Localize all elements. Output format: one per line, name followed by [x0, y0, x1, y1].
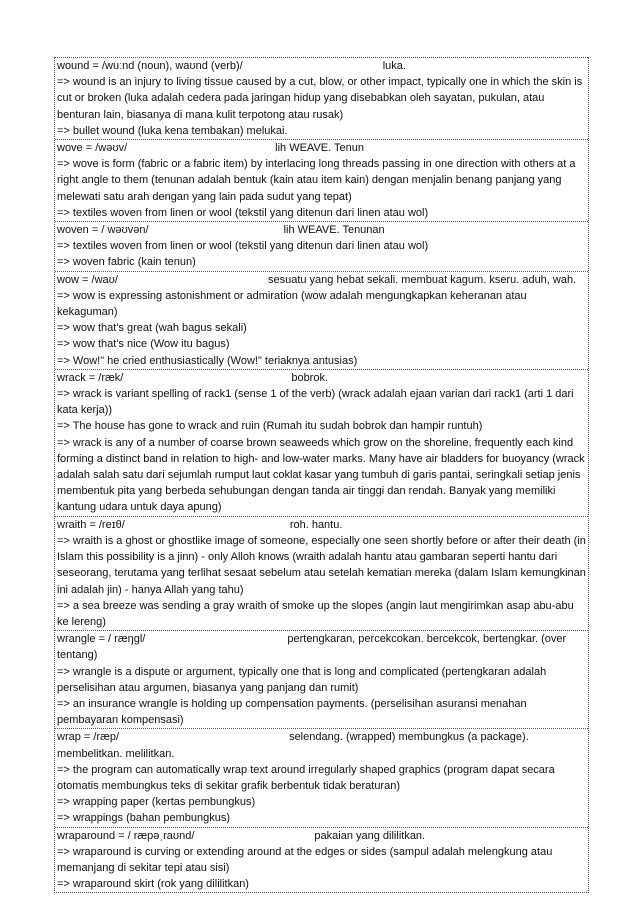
entry-headline: [57, 828, 586, 844]
example-line: => wow that's nice (Wow itu bagus): [57, 338, 230, 351]
headword-pronunciation: wow = /waʊ/: [57, 273, 118, 286]
entry-wow: [55, 271, 588, 369]
entry-wound: [55, 57, 588, 139]
entry-headline: [57, 58, 586, 74]
entry-headline: [57, 631, 586, 663]
headword-meaning: bobrok.: [291, 371, 329, 384]
headword-meaning: lih WEAVE. Tenun: [275, 142, 365, 155]
example-line: => textiles woven from linen or wool (tekstil yang ditenun dari linen atau wol): [57, 206, 429, 219]
definition-line: => wove is form (fabric or a fabric item) by interlacing long threads passing in one direction with others at a right angle to them (tenunan adalah bentuk (kain atau item kain) dengan menjalin benang panjang yang melewati satu arah dengan yang lain pada sudut yang tepat): [57, 158, 576, 203]
example-line: => an insurance wrangle is holding up compensation payments. (perselisihan asuransi menahan pembayaran kompensasi): [57, 697, 527, 727]
example-line: => wrappings (bahan pembungkus): [57, 812, 231, 825]
example-line: => wow that's great (wah bagus sekali): [57, 322, 247, 335]
headword-meaning: luka.: [382, 60, 406, 72]
definition-line: => wrack is any of a number of coarse brown seaweeds which grow on the shoreline, frequently each kind forming a distinct band in relation to high- and low-water marks. Many have air bladders for buoyancy (wrack adalah salah satu dari sejumlah rumput laut coklat kasar yang tumbuh di garis pantai, seringkali setiap jenis membentuk pita yang berbeda sehubungan dengan tanda air tinggi dan rendah. Banyak yang memiliki kantung udara untuk daya apung): [57, 436, 585, 514]
example-line: => wrapping paper (kertas pembungkus): [57, 796, 256, 809]
entry-wrack: [55, 369, 588, 516]
headword-meaning: lih WEAVE. Tenunan: [283, 224, 385, 237]
headword-pronunciation: wrack = /ræk/: [57, 371, 124, 384]
headword-pronunciation: wrangle = / ræŋɡl/: [57, 633, 146, 646]
entry-wraith: [55, 516, 588, 630]
example-line: => the program can automatically wrap text around irregularly shaped graphics (program dapat secara otomatis membungkus teks di sekitar grafik berbentuk tidak beraturan): [57, 763, 555, 792]
entry-wrap: [55, 728, 588, 826]
headword-meaning: roh. hantu.: [289, 518, 343, 531]
entry-wraparound: [55, 827, 588, 893]
definition-line: => wrangle is a dispute or argument, typically one that is long and complicated (pertengkaran adalah perselisihan atau argumen, biasanya yang panjang dan rumit): [57, 665, 547, 694]
entry-headline: [57, 272, 586, 288]
example-line: => wraparound skirt (rok yang dililitkan): [57, 878, 249, 891]
headword-pronunciation: wound = /wuːnd (noun), waʊnd (verb)/: [57, 60, 243, 72]
headword-meaning: sesuatu yang hebat sekali. membuat kagum. kseru. aduh, wah.: [267, 273, 577, 286]
entry-headline: [57, 370, 586, 386]
headword-meaning: pertengkaran, percekcokan. bercekcok, bertengkar. (over tentang): [57, 633, 567, 662]
headword-pronunciation: wraparound = / ræpəˌraʊnd/: [57, 829, 195, 842]
entry-woven: [55, 221, 588, 271]
headword-pronunciation: woven = / wəʊvən/: [57, 224, 149, 237]
definition-line: => wrack is variant spelling of rack1 (sense 1 of the verb) (wrack adalah ejaan varian dari rack1 (arti 1 dari kata kerja)): [57, 388, 574, 417]
headword-pronunciation: wraith = /reɪθ/: [57, 518, 125, 531]
definition-line: => wound is an injury to living tissue caused by a cut, blow, or other impact, typically one in which the skin is cut or broken (luka adalah cedera pada jaringan hidup yang disebabkan oleh sayatan, pukulan, atau benturan lain, biasanya di mana kulit terpotong atau rusak): [57, 76, 583, 121]
example-line: => The house has gone to wrack and ruin (Rumah itu sudah bobrok dan hampir runtuh): [57, 420, 483, 433]
example-line: => bullet wound (luka kena tembakan) melukai.: [57, 124, 288, 137]
headword-pronunciation: wove = /wəʊv/: [57, 142, 128, 155]
entry-headline: [57, 517, 586, 533]
entry-headline: [57, 729, 586, 761]
definition-line: => wraith is a ghost or ghostlike image of someone, especially one seen shortly before or after their death (in Islam this possibility is a jinn) - only Alloh knows (wraith adalah hantu atau gambaran seperti hantu dari seseorang, terutama yang terlihat sesaat sebelum atau setelah kematian mereka (dalam Islam kemungkinan ini adalah jin) - hanya Allah yang tahu): [57, 534, 586, 596]
entry-wove: [55, 139, 588, 221]
definition-line: => wraparound is curving or extending around at the edges or sides (sampul adalah melengkung atau memanjang di sekitar tepi atau sisi): [57, 845, 553, 874]
headword-meaning: selendang. (wrapped) membungkus (a package). membelitkan. melilitkan.: [57, 731, 529, 760]
headword-meaning: pakaian yang dililitkan.: [314, 829, 426, 842]
example-line: => textiles woven from linen or wool (tekstil yang ditenun dari linen atau wol): [57, 240, 429, 253]
example-line: => woven fabric (kain tenun): [57, 256, 196, 269]
example-line: => Wow!" he cried enthusiastically (Wow!" teriaknya antusias): [57, 354, 358, 367]
entry-headline: [57, 222, 586, 238]
entry-wrangle: [55, 630, 588, 728]
entry-headline: [57, 140, 586, 156]
dictionary-table: [54, 57, 589, 893]
example-line: => a sea breeze was sending a gray wraith of smoke up the slopes (angin laut mengirimkan asap abu-abu ke lereng): [57, 599, 574, 628]
definition-line: => wow is expressing astonishment or admiration (wow adalah mengungkapkan keheranan atau kekaguman): [57, 289, 527, 319]
headword-pronunciation: wrap = /ræp/: [57, 731, 120, 744]
